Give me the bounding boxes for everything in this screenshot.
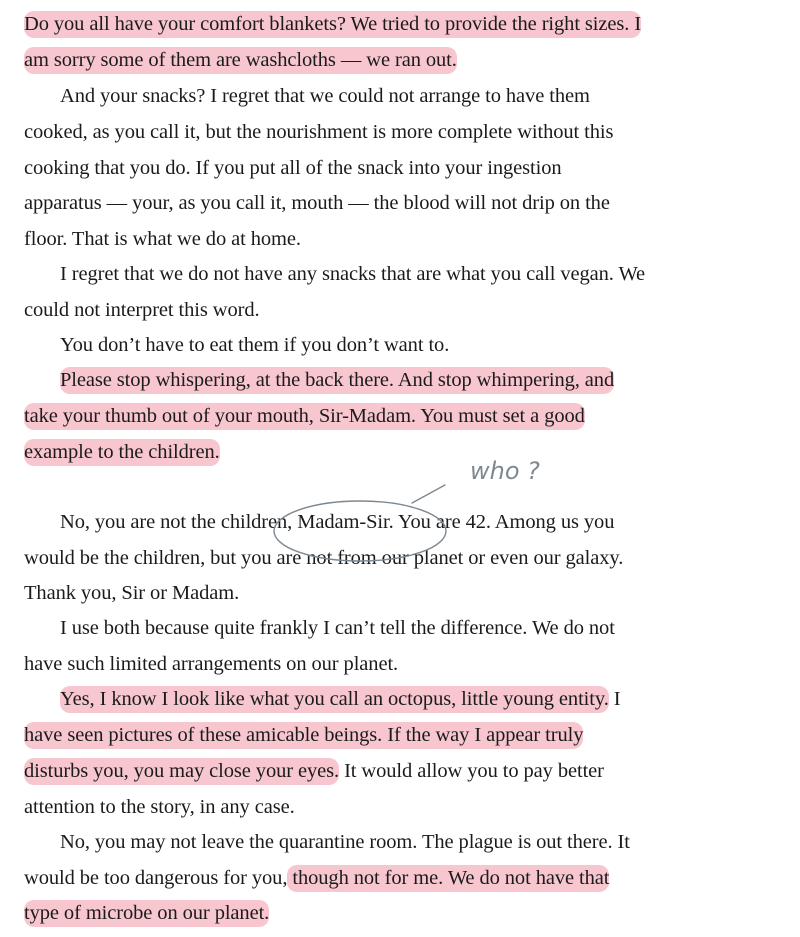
highlight: Please stop whispering, at the back there. And stop whimpering, and	[60, 367, 614, 394]
text-line	[24, 42, 457, 78]
text-line: You don’t have to eat them if you don’t want to.	[60, 334, 450, 356]
text-line	[24, 895, 269, 931]
highlight: example to the children.	[24, 439, 220, 466]
text-line: would be too dangerous for you, though not for me. We do not have that	[24, 860, 609, 896]
text-line: would be the children, but you are not from our planet or even our galaxy.	[24, 547, 624, 569]
text-line: cooking that you do. If you put all of the snack into your ingestion	[24, 157, 562, 179]
highlight: type of microbe on our planet.	[24, 900, 269, 927]
highlight: have seen pictures of these amicable beings. If the way I appear truly	[24, 722, 583, 749]
text-line: apparatus — your, as you call it, mouth — the blood will not drip on the	[24, 192, 610, 214]
text-line: floor. That is what we do at home.	[24, 228, 301, 250]
highlight: disturbs you, you may close your eyes.	[24, 758, 339, 785]
text-line: have such limited arrangements on our planet.	[24, 653, 399, 675]
text-line: I regret that we do not have any snacks that are what you call vegan. We	[60, 263, 646, 285]
text-line: I use both because quite frankly I can’t tell the difference. We do not	[60, 617, 615, 639]
text-line: Thank you, Sir or Madam.	[24, 582, 240, 604]
annotation-arrow-line	[412, 485, 445, 503]
highlight: Do you all have your comfort blankets? We tried to provide the right sizes. I	[24, 11, 641, 38]
text-line: disturbs you, you may close your eyes. It would allow you to pay better	[24, 753, 604, 789]
text-line	[24, 434, 220, 470]
highlight: am sorry some of them are washcloths — we ran out.	[24, 47, 457, 74]
text-line	[24, 6, 641, 42]
text-line	[24, 717, 583, 753]
highlight: Yes, I know I look like what you call an octopus, little young entity.	[60, 686, 609, 713]
annotation-note: who ?	[470, 457, 540, 485]
text-line: No, you may not leave the quarantine room. The plague is out there. It	[60, 831, 630, 853]
highlight: take your thumb out of your mouth, Sir-Madam. You must set a good	[24, 403, 585, 430]
text-line	[60, 362, 614, 398]
text-line: attention to the story, in any case.	[24, 796, 295, 818]
text-line	[24, 398, 585, 434]
text-line: Yes, I know I look like what you call an octopus, little young entity. I	[60, 681, 620, 717]
highlight: though not for me. We do not have that	[287, 865, 609, 892]
text-line: could not interpret this word.	[24, 299, 260, 321]
text-line: cooked, as you call it, but the nourishment is more complete without this	[24, 121, 614, 143]
text-line: And your snacks? I regret that we could not arrange to have them	[60, 85, 590, 107]
text-line: No, you are not the children, Madam-Sir. You are 42. Among us you	[60, 511, 615, 533]
